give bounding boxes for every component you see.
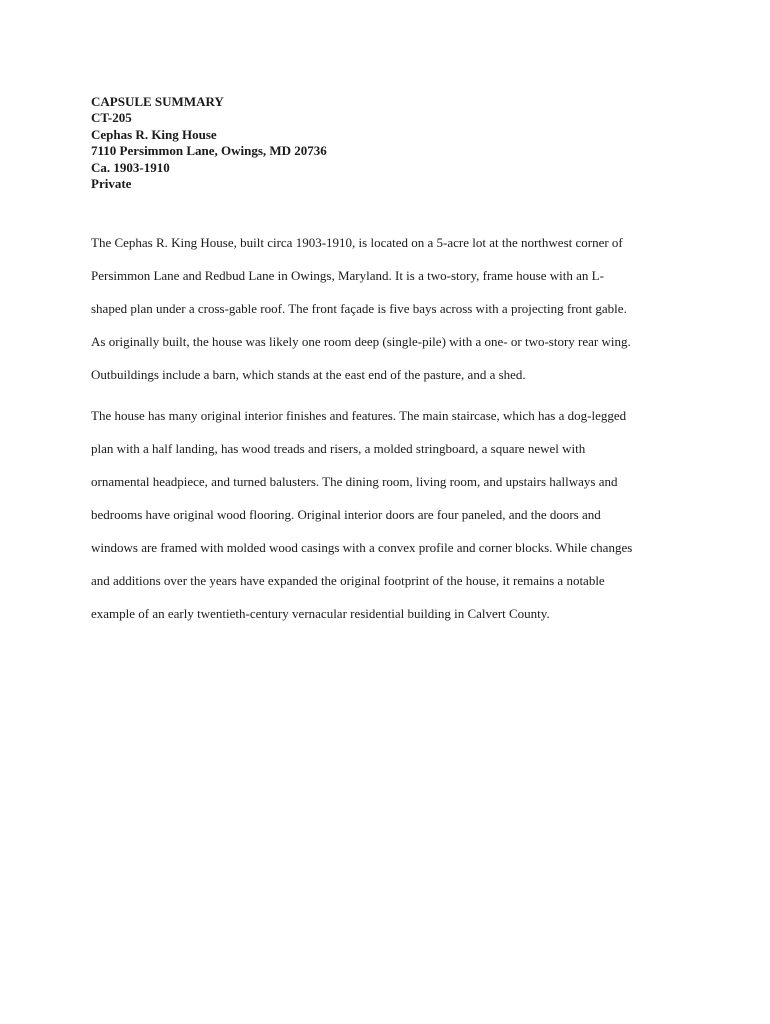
paragraph-line: As originally built, the house was likely one room deep (single-pile) with a one- or two-story rear wing. (91, 334, 631, 349)
paragraph-line: plan with a half landing, has wood treads and risers, a molded stringboard, a square newel with (91, 441, 586, 456)
paragraph-line: Outbuildings include a barn, which stands at the east end of the pasture, and a shed. (91, 367, 526, 382)
paragraph-line: windows are framed with molded wood casings with a convex profile and corner blocks. While changes (91, 540, 633, 555)
header-title: CAPSULE SUMMARY (91, 94, 224, 109)
header-ownership: Private (91, 176, 132, 192)
paragraph-line: and additions over the years have expanded the original footprint of the house, it remains a notable (91, 573, 605, 588)
paragraph-line: ornamental headpiece, and turned balusters. The dining room, living room, and upstairs hallways and (91, 474, 618, 489)
header-date: Ca. 1903-1910 (91, 159, 170, 175)
paragraph-line: Persimmon Lane and Redbud Lane in Owings, Maryland. It is a two-story, frame house with an L- (91, 268, 604, 283)
paragraph-interior (91, 407, 681, 638)
paragraph-line: The Cephas R. King House, built circa 1903-1910, is located on a 5-acre lot at the northwest corner of (91, 235, 623, 250)
paragraph-line: bedrooms have original wood flooring. Original interior doors are four paneled, and the doors and (91, 507, 601, 522)
header-property-name: Cephas R. King House (91, 126, 217, 142)
header-address: 7110 Persimmon Lane, Owings, MD 20736 (91, 143, 327, 159)
capsule-summary-header (91, 94, 327, 192)
paragraph-line: example of an early twentieth-century vernacular residential building in Calvert County. (91, 606, 550, 621)
paragraph-line: The house has many original interior finishes and features. The main staircase, which has a dog-legged (91, 408, 627, 423)
paragraph-line: shaped plan under a cross-gable roof. The front façade is five bays across with a projecting front gable. (91, 301, 627, 316)
paragraph-summary (91, 234, 681, 399)
header-site-id: CT-205 (91, 110, 132, 126)
